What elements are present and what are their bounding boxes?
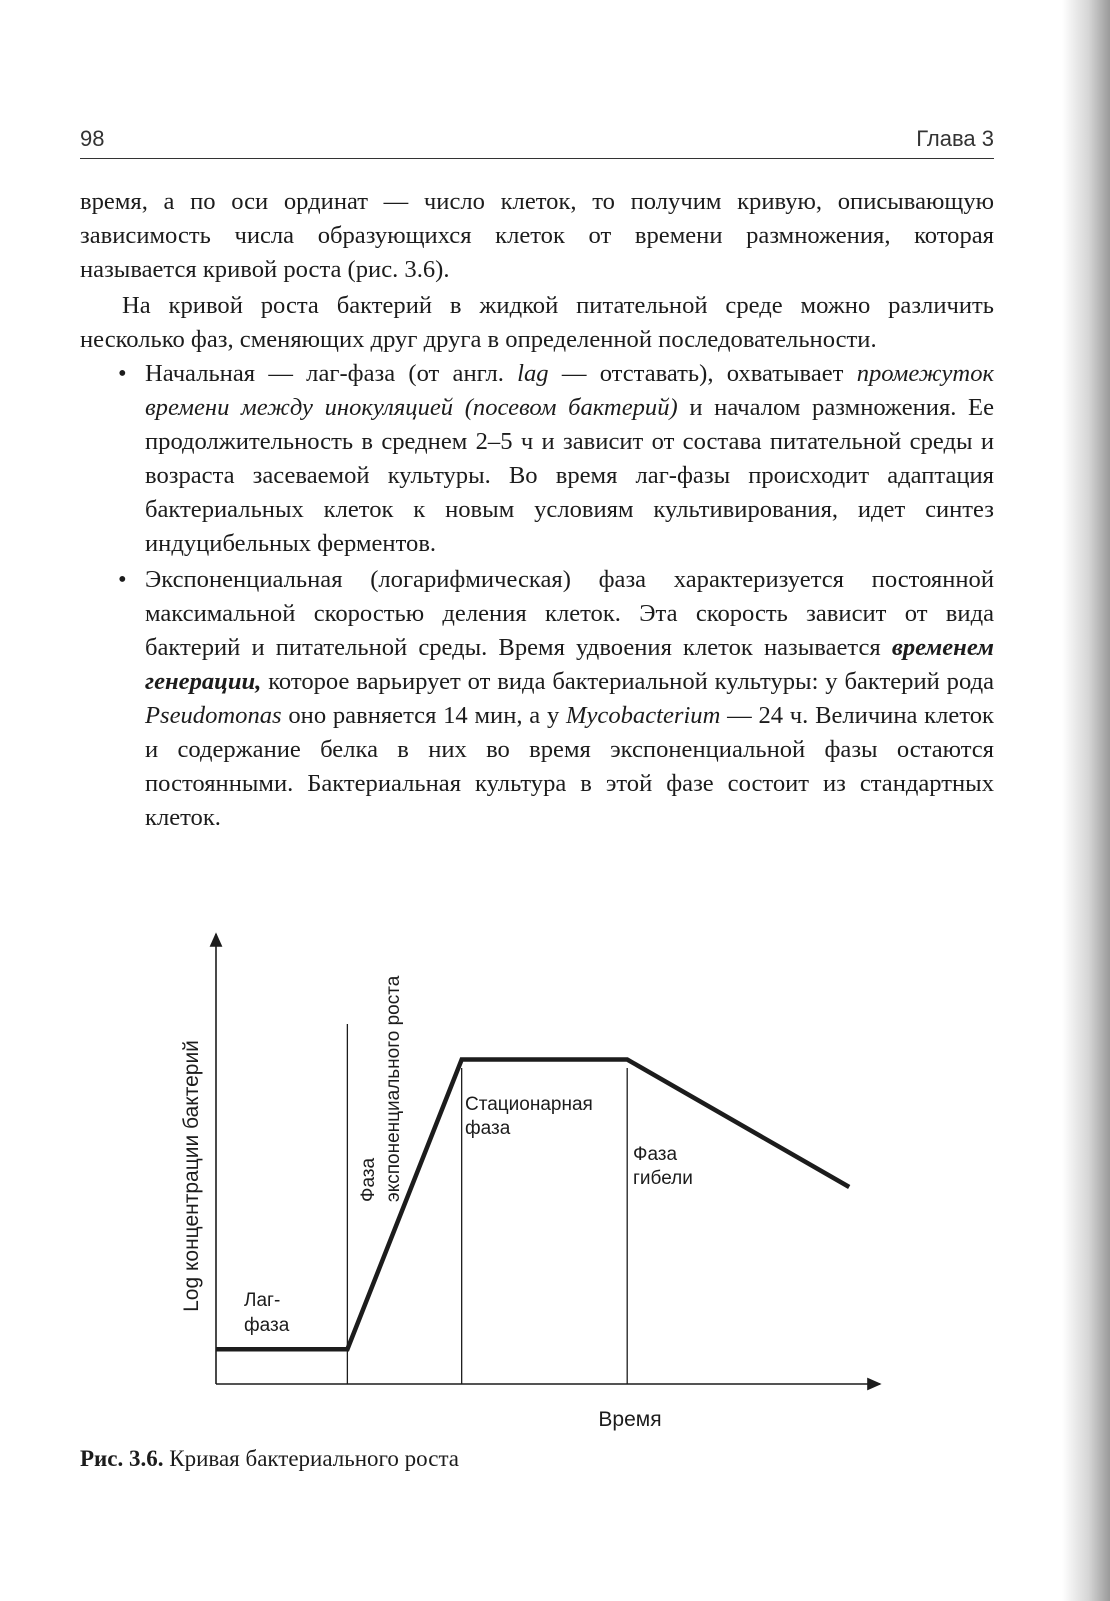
body-text [80,185,994,835]
x-axis-label: Время [598,1408,662,1431]
page-number: 98 [80,126,105,151]
death-phase-label-1: Фаза [633,1144,678,1165]
growth-curve-chart [160,928,900,1448]
death-phase-label-2: гибели [633,1168,693,1189]
lag-text-2: — отставать), охватывает [548,360,857,387]
growth-curve-figure [160,928,900,1448]
exp-text-4: — 24 ч. Величина клеток и содержание белка в них во время экспоненциальной фазы остаются постоянными. Бактериальная культура в этой фазе состоит из стандартных клеток. [145,702,994,831]
exp-text-3: оно равняется 14 мин, а у [281,702,566,729]
lag-text-1: Начальная — лаг-фаза (от англ. [145,360,518,387]
genus-pseudomonas: Pseudomonas [145,702,282,729]
list-item-exp-phase [80,563,994,835]
chapter-title: Глава 3 [916,126,994,151]
lag-definition: промежуток времени между инокуляцией (посевом бактерий) [145,360,994,421]
page-header [80,124,994,159]
exp-phase-label-2: экспоненциального роста [383,975,404,1202]
figure-caption [80,1446,459,1472]
phase-list [80,357,994,835]
paragraph-1: время, а по оси ординат — число клеток, то получим кривую, описывающую зависимость числа образующихся клеток от времени размножения, которая называется кривой роста (рис. 3.6). [80,188,994,283]
stationary-phase-label-2: фаза [465,1118,511,1139]
exp-text-2: которое варьирует от вида бактериальной культуры: у бактерий рода [261,668,994,695]
genus-mycobacterium: Mycobacterium [566,702,721,729]
paragraph-2: На кривой роста бактерий в жидкой питательной среде можно различить несколько фаз, сменяющих друг друга в определенной последовательности. [80,292,994,353]
generation-time-term: временем генерации, [145,634,994,695]
lag-term: lag [517,360,549,387]
lag-text-3: и началом размножения. Ее продолжительность в среднем 2–5 ч и зависит от состава питательной среды и возраста засеваемой культуры. Во время лаг-фазы происходит адаптация бактериальных клеток к новым условиям культивирования, идет синтез индуцибельных ферментов. [145,394,994,557]
list-item-lag-phase [80,357,994,561]
lag-phase-label-2: фаза [244,1315,290,1336]
bullet-icon: • [118,566,127,593]
exp-phase-label-1: Фаза [358,1157,379,1202]
y-axis-label: Log концентрации бактерий [180,1040,203,1312]
exp-text-1: Экспоненциальная (логарифмическая) фаза характеризуется постоянной максимальной скоростью деления клеток. Эта скорость зависит от вида бактерий и питательной среды. Время удвоения клеток называется [145,566,994,661]
page-edge-shadow [1062,0,1110,1601]
stationary-phase-label-1: Стационарная [465,1094,593,1115]
caption-text: Кривая бактериального роста [163,1446,459,1471]
caption-label: Рис. 3.6. [80,1446,164,1471]
lag-phase-label-1: Лаг- [244,1290,281,1311]
bullet-icon: • [118,360,127,387]
